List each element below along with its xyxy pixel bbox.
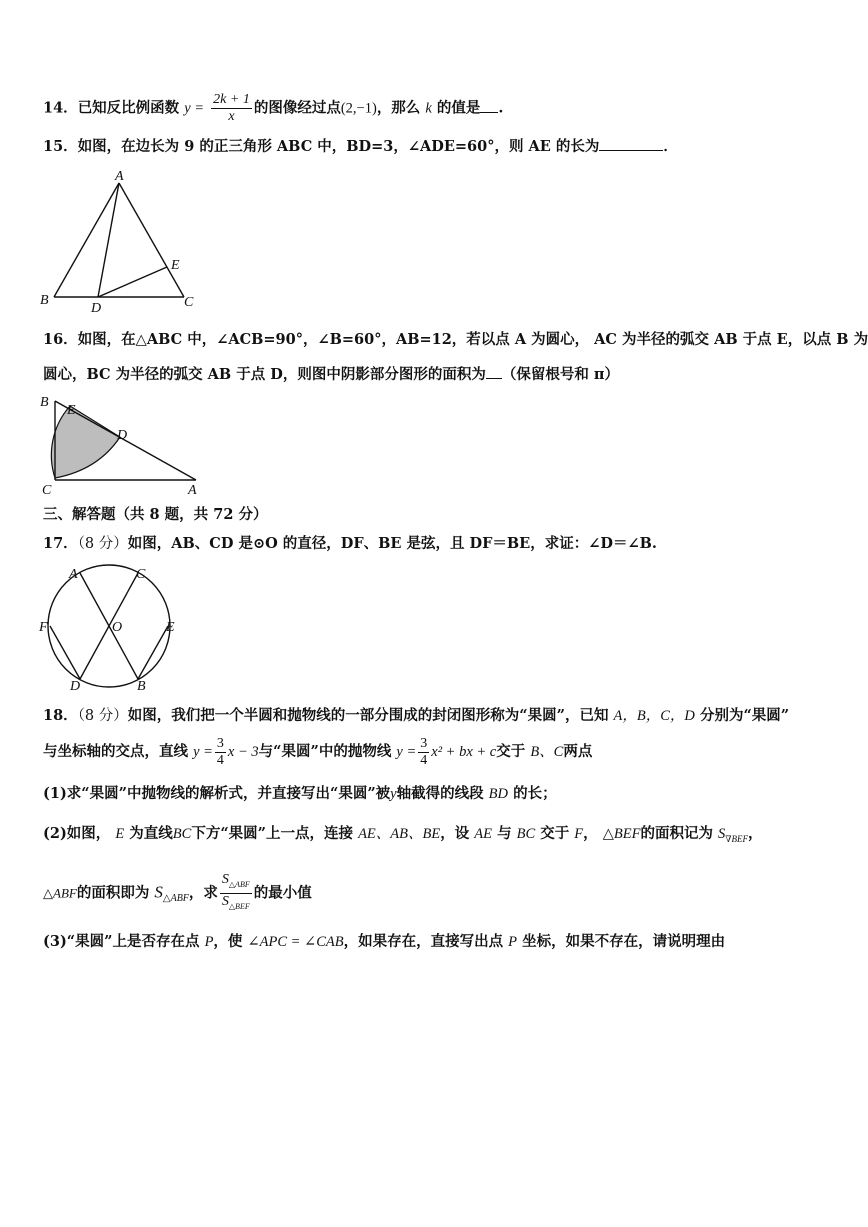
q15-label-c: C	[184, 295, 194, 310]
question-18-part2	[43, 824, 763, 849]
q18-p2b-b: ，求	[188, 884, 218, 902]
q18-line2-d: 两点	[563, 743, 593, 760]
q14-text-a: 已知反比例函数	[77, 99, 180, 117]
question-15	[43, 136, 678, 157]
q14-y-eq: y =	[184, 100, 205, 117]
question-18-part1	[43, 784, 557, 804]
q18-number: 18．	[43, 707, 78, 724]
q18-fraction-2	[418, 736, 429, 769]
q16-label-e: E	[67, 403, 76, 418]
q18-p2-ae: AE	[474, 826, 493, 842]
q15-answer-blank	[599, 136, 663, 151]
q15-segment-de	[98, 267, 167, 297]
q14-k: k	[425, 100, 432, 117]
q14-text-d: 的值是	[436, 99, 481, 117]
q16-label-a: A	[188, 483, 197, 498]
q18-p2-h: 的面积记为	[640, 825, 713, 842]
q18-p2-segs: AE、AB、BE	[358, 826, 441, 842]
q18-line1-a: 如图，我们把一个半圆和抛物线的一部分围成的封闭图形称为“果圆”，已知	[127, 707, 609, 724]
q15-label-a: A	[115, 169, 124, 184]
q18-p2-S: S	[718, 826, 726, 842]
q16-line2-b: （保留根号和 π）	[501, 366, 620, 383]
q18-p2-e: E	[115, 826, 125, 842]
q15-label-d: D	[91, 301, 102, 316]
q18-f1-num: 3	[216, 735, 224, 751]
q17-text: 如图，AB、CD 是⊙O 的直径，DF、BE 是弦，且 DF＝BE，求证：∠D＝∠B.	[127, 535, 657, 552]
q17-label-e: E	[166, 620, 175, 635]
q18-p2-bc: BC	[172, 826, 192, 842]
q17-label-d: D	[70, 679, 81, 694]
q18-ratio-num-sub: △ABF	[228, 879, 250, 889]
q18-p2-c: 下方“果圆”上一点，连接	[191, 825, 354, 842]
q16-shaded-region	[51, 406, 120, 478]
q18-p2-g: ，	[583, 825, 598, 842]
q18-f2-num: 3	[420, 735, 428, 751]
question-18-part2-cont	[43, 872, 312, 919]
q18-p1-bd: BD	[488, 786, 509, 802]
q18-p3-a: (3)“果圆”上是否存在点	[43, 933, 200, 950]
question-16-line1	[43, 330, 868, 350]
q18-p3-p2: P	[508, 934, 518, 950]
q15-side-ab	[54, 183, 119, 297]
section-3-title	[43, 505, 267, 525]
q14-answer-blank	[480, 98, 498, 113]
q18-points: A，B，C，D	[613, 708, 695, 724]
section3-title: 三、解答题（共 8 题，共 72 分）	[43, 506, 268, 523]
q18-p3-b: ，使	[213, 933, 243, 950]
q18-p2-d: ，设	[440, 825, 470, 842]
q18-f1-den: 4	[216, 752, 224, 768]
q15-side-ac	[119, 183, 184, 297]
q15-triangle-figure	[36, 168, 206, 314]
q18-p3-c: ，如果存在，直接写出点	[343, 933, 504, 950]
q15-label-b: B	[40, 293, 49, 308]
q18-p2-f: 交于	[540, 825, 570, 842]
q18-p2-tri: △BEF	[602, 826, 641, 842]
q17-circle-figure	[36, 562, 180, 692]
q18-p2-a: (2)如图，	[43, 825, 111, 842]
q18-p1-b: 轴截得的线段	[396, 785, 484, 802]
q18-line2-bc: B、C	[530, 744, 564, 760]
q14-point: (2,−1)	[340, 100, 377, 117]
q18-ratio-den-wrap	[220, 894, 252, 915]
q17-label-a: A	[69, 567, 78, 582]
q18-line-rest: x − 3	[227, 744, 259, 760]
q18-p2b-c: 的最小值	[253, 884, 312, 902]
q15-end: ．	[663, 138, 678, 155]
q18-line-y: y =	[193, 744, 213, 760]
q18-p2b-S-sub: △ABF	[162, 893, 189, 905]
q15-label-e: E	[171, 258, 180, 273]
q18-p2-i: ，	[748, 825, 763, 842]
q14-frac-num: 2k + 1	[213, 92, 250, 107]
q18-ratio-num: S	[221, 872, 229, 887]
q18-p2b-tri: △ABF	[43, 885, 77, 901]
q18-ratio-den-sub: △BEF	[228, 901, 250, 911]
q16-label-d: D	[117, 428, 128, 443]
q18-fraction-1	[215, 736, 226, 769]
q15-text: 如图，在边长为 9 的正三角形 ABC 中，BD=3，∠ADE=60°，则 AE 的长为	[77, 138, 600, 155]
question-18-line2	[43, 734, 592, 770]
q14-frac-den: x	[228, 109, 235, 124]
q14-text-b: 的图像经过点	[253, 99, 341, 117]
q17-number: 17．	[43, 535, 78, 552]
question-17	[43, 534, 657, 554]
q14-number: 14．	[43, 99, 78, 117]
q17-score: （8 分）	[77, 536, 128, 552]
q16-answer-blank	[486, 364, 502, 379]
q18-p1-y: y	[390, 786, 397, 802]
q14-end: .	[498, 99, 504, 117]
q18-line2-b: 与“果圆”中的抛物线	[258, 743, 392, 760]
q18-p2b-S: S	[154, 882, 163, 902]
q17-label-c: C	[136, 567, 146, 582]
q17-label-f: F	[39, 620, 48, 635]
q15-number: 15．	[43, 138, 78, 155]
q14-text-c: ，那么	[376, 99, 421, 117]
q17-label-o: O	[112, 620, 123, 635]
q17-label-b: B	[137, 679, 146, 694]
q18-p2b-a: 的面积即为	[76, 884, 150, 902]
q18-p2-bc2: BC	[516, 826, 536, 842]
question-18-line1	[43, 706, 789, 726]
q18-para-y: y =	[396, 744, 417, 760]
q18-area-ratio-fraction	[220, 872, 252, 915]
q16-line2-a: 圆心，BC 为半径的弧交 AB 于点 D，则图中阴影部分图形的面积为	[43, 366, 486, 383]
q18-score: （8 分）	[77, 708, 128, 724]
q18-p1-c: 的长；	[513, 785, 557, 802]
q18-ratio-num-wrap	[220, 872, 252, 894]
q18-line1-b: 分别为“果圆”	[699, 707, 790, 724]
q16-label-b: B	[40, 395, 49, 410]
q18-line2-c: 交于	[496, 743, 526, 760]
q18-line2-a: 与坐标轴的交点，直线	[43, 743, 188, 760]
question-18-part3	[43, 932, 725, 952]
q18-p2-b: 为直线	[129, 825, 173, 842]
q18-p3-p: P	[204, 934, 214, 950]
q16-number: 16．	[43, 331, 78, 348]
question-16-line2	[43, 364, 619, 385]
q16-label-c: C	[42, 483, 52, 498]
q14-fraction	[211, 92, 252, 125]
question-14	[43, 92, 503, 125]
q16-figure	[38, 392, 204, 500]
q18-p2-e2: 与	[497, 825, 512, 842]
q18-p2-S-sub: ∇BEF	[725, 833, 749, 844]
q18-p1-a: (1)求“果圆”中抛物线的解析式，并直接写出“果圆”被	[43, 785, 391, 802]
q18-p3-d: 坐标，如果不存在，请说明理由	[522, 933, 726, 950]
q16-line1: 如图，在△ABC 中，∠ACB=90°，∠B=60°，AB=12，若以点 A 为圆心， AC 为半径的弧交 AB 于点 E，以点 B 为	[77, 331, 868, 348]
q18-p2-F: F	[574, 826, 584, 842]
q18-f2-den: 4	[420, 752, 428, 768]
q18-ratio-den: S	[221, 893, 229, 909]
q18-p3-eq: ∠APC = ∠CAB	[247, 934, 344, 950]
q18-para-rest: x² + bx + c	[431, 744, 497, 760]
